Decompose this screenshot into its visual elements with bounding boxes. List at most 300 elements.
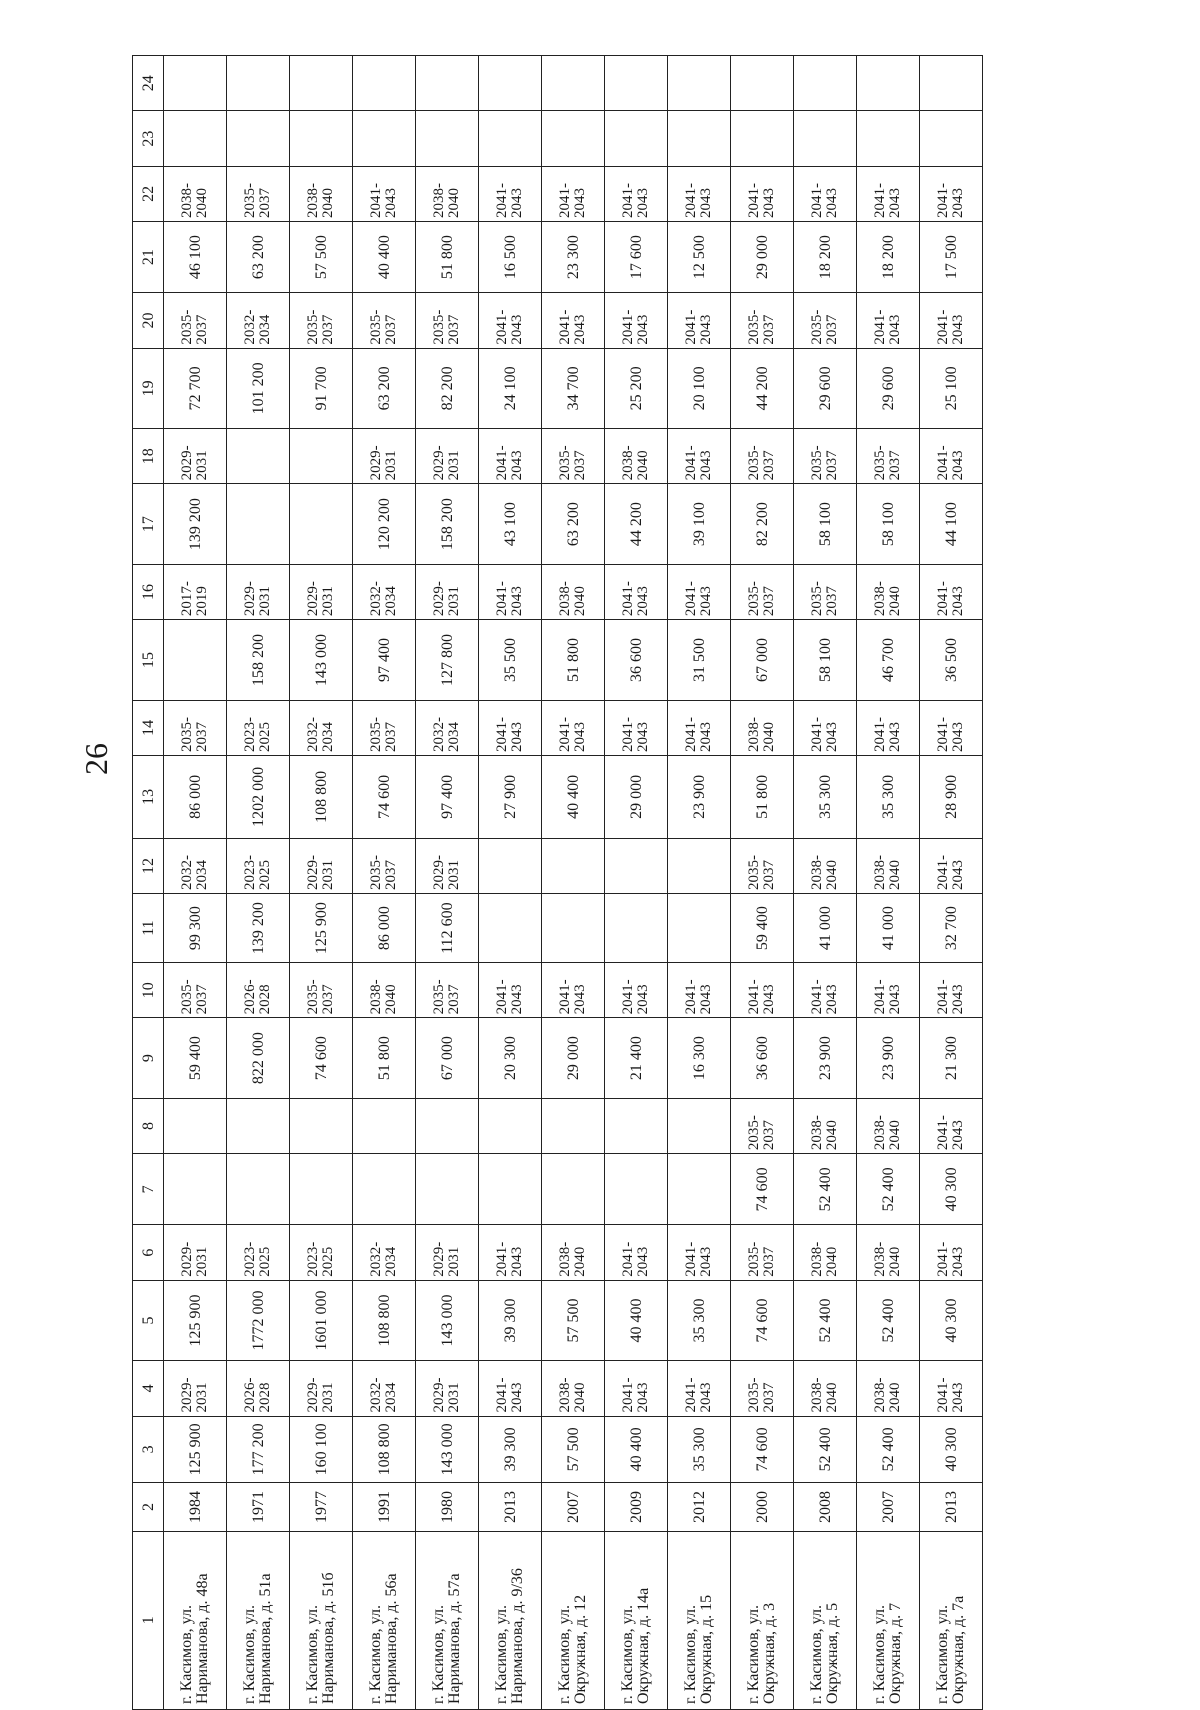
value-cell: 57 500 xyxy=(542,1416,605,1483)
value-cell xyxy=(290,429,353,484)
value-cell: 158 200 xyxy=(416,484,479,565)
period-cell: 2023-2025 xyxy=(227,700,290,755)
period-cell: 2029-2031 xyxy=(353,429,416,484)
period-cell: 2038-2040 xyxy=(857,564,920,619)
value-cell xyxy=(164,620,227,701)
value-cell: 31 500 xyxy=(668,620,731,701)
value-cell xyxy=(164,1154,227,1225)
column-number-13: 13 xyxy=(133,755,164,838)
table-row xyxy=(542,56,605,1710)
table-row xyxy=(731,56,794,1710)
value-cell xyxy=(227,429,290,484)
value-cell: 74 600 xyxy=(731,1280,794,1361)
value-cell xyxy=(920,56,983,112)
period-cell: 2038-2040 xyxy=(794,838,857,893)
column-number-14: 14 xyxy=(133,700,164,755)
value-cell: 108 800 xyxy=(290,755,353,838)
period-cell: 2041-2043 xyxy=(920,1361,983,1416)
period-cell: 2041-2043 xyxy=(668,1361,731,1416)
period-cell: 2041-2043 xyxy=(605,963,668,1018)
period-cell: 2041-2043 xyxy=(857,166,920,221)
period-cell: 2032-2034 xyxy=(290,700,353,755)
value-cell xyxy=(416,1154,479,1225)
period-cell: 2038-2040 xyxy=(794,1225,857,1280)
column-number-23: 23 xyxy=(133,111,164,166)
address-cell: г. Касимов, ул. Окружная, д. 3 xyxy=(731,1531,794,1709)
period-cell: 2041-2043 xyxy=(542,293,605,348)
value-cell: 82 200 xyxy=(731,484,794,565)
column-number-16: 16 xyxy=(133,564,164,619)
value-cell: 125 900 xyxy=(164,1280,227,1361)
period-cell: 2038-2040 xyxy=(857,838,920,893)
value-cell: 51 800 xyxy=(542,620,605,701)
period-cell: 2041-2043 xyxy=(920,963,983,1018)
column-number-22: 22 xyxy=(133,166,164,221)
column-number-18: 18 xyxy=(133,429,164,484)
value-cell: 108 800 xyxy=(353,1416,416,1483)
value-cell: 36 600 xyxy=(605,620,668,701)
value-cell: 32 700 xyxy=(920,894,983,963)
value-cell: 112 600 xyxy=(416,894,479,963)
value-cell xyxy=(353,111,416,166)
value-cell xyxy=(605,1154,668,1225)
value-cell: 57 500 xyxy=(542,1280,605,1361)
period-cell: 2038-2040 xyxy=(416,166,479,221)
period-cell: 2029-2031 xyxy=(416,838,479,893)
column-number-4: 4 xyxy=(133,1361,164,1416)
period-cell: 2041-2043 xyxy=(605,1361,668,1416)
value-cell: 29 600 xyxy=(857,348,920,429)
value-cell: 35 500 xyxy=(479,620,542,701)
value-cell: 74 600 xyxy=(353,755,416,838)
value-cell: 41 000 xyxy=(857,894,920,963)
value-cell xyxy=(731,56,794,112)
value-cell xyxy=(353,1154,416,1225)
period-cell: 2035-2037 xyxy=(731,838,794,893)
period-cell: 2029-2031 xyxy=(164,1225,227,1280)
value-cell: 160 100 xyxy=(290,1416,353,1483)
period-cell: 2023-2025 xyxy=(227,1225,290,1280)
value-cell xyxy=(416,1098,479,1153)
period-cell: 2026-2028 xyxy=(227,1361,290,1416)
period-cell: 2041-2043 xyxy=(794,963,857,1018)
value-cell: 74 600 xyxy=(731,1416,794,1483)
period-cell: 2041-2043 xyxy=(605,293,668,348)
period-cell: 2041-2043 xyxy=(605,166,668,221)
table-row xyxy=(227,56,290,1710)
period-cell: 2041-2043 xyxy=(542,963,605,1018)
period-cell: 2038-2040 xyxy=(731,700,794,755)
value-cell: 34 700 xyxy=(542,348,605,429)
value-cell: 36 500 xyxy=(920,620,983,701)
table-row xyxy=(857,56,920,1710)
value-cell: 51 800 xyxy=(416,221,479,292)
value-cell xyxy=(227,1098,290,1153)
value-cell: 35 300 xyxy=(794,755,857,838)
column-number-5: 5 xyxy=(133,1280,164,1361)
period-cell: 2041-2043 xyxy=(668,963,731,1018)
value-cell: 35 300 xyxy=(857,755,920,838)
value-cell: 40 300 xyxy=(920,1154,983,1225)
value-cell: 82 200 xyxy=(416,348,479,429)
value-cell xyxy=(668,1154,731,1225)
value-cell xyxy=(605,894,668,963)
value-cell: 39 100 xyxy=(668,484,731,565)
period-cell: 2038-2040 xyxy=(605,429,668,484)
value-cell: 20 300 xyxy=(479,1018,542,1099)
period-cell: 2041-2043 xyxy=(668,293,731,348)
value-cell: 43 100 xyxy=(479,484,542,565)
period-cell: 2038-2040 xyxy=(857,1225,920,1280)
period-cell: 2041-2043 xyxy=(479,700,542,755)
value-cell: 41 000 xyxy=(794,894,857,963)
column-number-11: 11 xyxy=(133,894,164,963)
value-cell: 24 100 xyxy=(479,348,542,429)
period-cell: 2041-2043 xyxy=(542,166,605,221)
value-cell: 23 900 xyxy=(668,755,731,838)
value-cell: 25 200 xyxy=(605,348,668,429)
value-cell: 52 400 xyxy=(794,1416,857,1483)
value-cell xyxy=(668,111,731,166)
column-number-9: 9 xyxy=(133,1018,164,1099)
period-cell: 2038-2040 xyxy=(857,1098,920,1153)
address-cell: г. Касимов, ул. Нариманова, д. 56а xyxy=(353,1531,416,1709)
value-cell xyxy=(164,56,227,112)
value-cell: 97 400 xyxy=(416,755,479,838)
value-cell: 39 300 xyxy=(479,1416,542,1483)
value-cell: 125 900 xyxy=(290,894,353,963)
value-cell: 59 400 xyxy=(731,894,794,963)
year-built-cell: 2007 xyxy=(542,1483,605,1531)
value-cell: 139 200 xyxy=(164,484,227,565)
period-cell: 2041-2043 xyxy=(479,564,542,619)
column-number-1: 1 xyxy=(133,1531,164,1709)
value-cell: 51 800 xyxy=(353,1018,416,1099)
value-cell: 58 100 xyxy=(794,484,857,565)
year-built-cell: 2007 xyxy=(857,1483,920,1531)
value-cell: 40 300 xyxy=(920,1416,983,1483)
value-cell xyxy=(416,56,479,112)
value-cell: 29 000 xyxy=(542,1018,605,1099)
value-cell xyxy=(227,111,290,166)
year-built-cell: 2000 xyxy=(731,1483,794,1531)
value-cell: 39 300 xyxy=(479,1280,542,1361)
period-cell: 2035-2037 xyxy=(731,564,794,619)
period-cell: 2032-2034 xyxy=(353,1361,416,1416)
period-cell: 2041-2043 xyxy=(479,293,542,348)
period-cell: 2029-2031 xyxy=(416,429,479,484)
value-cell: 25 100 xyxy=(920,348,983,429)
period-cell: 2023-2025 xyxy=(227,838,290,893)
value-cell: 108 800 xyxy=(353,1280,416,1361)
column-number-2: 2 xyxy=(133,1483,164,1531)
year-built-cell: 1991 xyxy=(353,1483,416,1531)
year-built-cell: 1984 xyxy=(164,1483,227,1531)
value-cell: 97 400 xyxy=(353,620,416,701)
period-cell: 2035-2037 xyxy=(731,429,794,484)
value-cell xyxy=(668,1098,731,1153)
value-cell xyxy=(605,1098,668,1153)
address-cell: г. Касимов, ул. Окружная, д. 5 xyxy=(794,1531,857,1709)
value-cell: 1601 000 xyxy=(290,1280,353,1361)
value-cell xyxy=(290,56,353,112)
period-cell: 2038-2040 xyxy=(542,1225,605,1280)
period-cell: 2038-2040 xyxy=(542,564,605,619)
period-cell: 2041-2043 xyxy=(668,564,731,619)
table-row xyxy=(605,56,668,1710)
column-number-17: 17 xyxy=(133,484,164,565)
value-cell: 44 100 xyxy=(920,484,983,565)
address-cell: г. Касимов, ул. Окружная, д. 7 xyxy=(857,1531,920,1709)
value-cell: 46 700 xyxy=(857,620,920,701)
period-cell: 2035-2037 xyxy=(794,429,857,484)
period-cell: 2035-2037 xyxy=(164,963,227,1018)
period-cell: 2029-2031 xyxy=(416,1225,479,1280)
value-cell: 17 500 xyxy=(920,221,983,292)
period-cell: 2029-2031 xyxy=(416,1361,479,1416)
value-cell: 74 600 xyxy=(731,1154,794,1225)
period-cell: 2035-2037 xyxy=(290,963,353,1018)
period-cell: 2041-2043 xyxy=(794,700,857,755)
value-cell: 28 900 xyxy=(920,755,983,838)
period-cell: 2041-2043 xyxy=(479,166,542,221)
value-cell: 58 100 xyxy=(857,484,920,565)
value-cell: 36 600 xyxy=(731,1018,794,1099)
period-cell: 2041-2043 xyxy=(479,963,542,1018)
value-cell xyxy=(668,838,731,893)
value-cell xyxy=(605,838,668,893)
value-cell xyxy=(731,111,794,166)
period-cell: 2035-2037 xyxy=(857,429,920,484)
value-cell: 29 600 xyxy=(794,348,857,429)
period-cell: 2029-2031 xyxy=(164,1361,227,1416)
value-cell: 1202 000 xyxy=(227,755,290,838)
value-cell: 58 100 xyxy=(794,620,857,701)
period-cell: 2041-2043 xyxy=(353,166,416,221)
year-built-cell: 2013 xyxy=(479,1483,542,1531)
value-cell: 86 000 xyxy=(353,894,416,963)
period-cell: 2035-2037 xyxy=(353,838,416,893)
value-cell: 52 400 xyxy=(857,1280,920,1361)
value-cell: 63 200 xyxy=(542,484,605,565)
column-number-24: 24 xyxy=(133,56,164,112)
address-cell: г. Касимов, ул. Окружная, д. 12 xyxy=(542,1531,605,1709)
period-cell: 2026-2028 xyxy=(227,963,290,1018)
value-cell: 23 300 xyxy=(542,221,605,292)
value-cell: 18 200 xyxy=(794,221,857,292)
value-cell xyxy=(542,1154,605,1225)
column-number-20: 20 xyxy=(133,293,164,348)
address-cell: г. Касимов, ул. Нариманова, д. 48а xyxy=(164,1531,227,1709)
address-cell: г. Касимов, ул. Окружная, д. 15 xyxy=(668,1531,731,1709)
value-cell: 63 200 xyxy=(227,221,290,292)
period-cell: 2035-2037 xyxy=(731,1361,794,1416)
value-cell: 143 000 xyxy=(416,1280,479,1361)
value-cell: 52 400 xyxy=(794,1154,857,1225)
table-row xyxy=(668,56,731,1710)
period-cell: 2017-2019 xyxy=(164,564,227,619)
period-cell: 2038-2040 xyxy=(353,963,416,1018)
period-cell: 2041-2043 xyxy=(920,564,983,619)
period-cell: 2029-2031 xyxy=(290,838,353,893)
period-cell: 2038-2040 xyxy=(290,166,353,221)
value-cell xyxy=(479,111,542,166)
value-cell: 27 900 xyxy=(479,755,542,838)
value-cell xyxy=(227,484,290,565)
period-cell: 2029-2031 xyxy=(290,1361,353,1416)
value-cell xyxy=(353,1098,416,1153)
value-cell: 16 500 xyxy=(479,221,542,292)
value-cell: 125 900 xyxy=(164,1416,227,1483)
value-cell: 52 400 xyxy=(857,1154,920,1225)
page-number: 26 xyxy=(78,743,114,775)
period-cell: 2041-2043 xyxy=(794,166,857,221)
capital-repair-table xyxy=(132,55,983,1710)
value-cell: 99 300 xyxy=(164,894,227,963)
value-cell xyxy=(542,56,605,112)
value-cell xyxy=(542,111,605,166)
value-cell xyxy=(227,56,290,112)
year-built-cell: 1977 xyxy=(290,1483,353,1531)
value-cell: 86 000 xyxy=(164,755,227,838)
period-cell: 2035-2037 xyxy=(731,293,794,348)
value-cell: 44 200 xyxy=(605,484,668,565)
value-cell xyxy=(479,1154,542,1225)
value-cell xyxy=(857,111,920,166)
period-cell: 2041-2043 xyxy=(857,700,920,755)
period-cell: 2041-2043 xyxy=(605,1225,668,1280)
period-cell: 2041-2043 xyxy=(857,293,920,348)
value-cell: 822 000 xyxy=(227,1018,290,1099)
value-cell xyxy=(920,111,983,166)
value-cell xyxy=(164,111,227,166)
period-cell: 2038-2040 xyxy=(794,1098,857,1153)
value-cell: 177 200 xyxy=(227,1416,290,1483)
value-cell xyxy=(857,56,920,112)
table-row xyxy=(290,56,353,1710)
value-cell: 120 200 xyxy=(353,484,416,565)
value-cell: 40 400 xyxy=(605,1416,668,1483)
value-cell xyxy=(542,1098,605,1153)
value-cell xyxy=(668,56,731,112)
value-cell: 101 200 xyxy=(227,348,290,429)
column-number-7: 7 xyxy=(133,1154,164,1225)
value-cell: 23 900 xyxy=(794,1018,857,1099)
value-cell: 51 800 xyxy=(731,755,794,838)
value-cell: 91 700 xyxy=(290,348,353,429)
value-cell: 40 400 xyxy=(605,1280,668,1361)
period-cell: 2032-2034 xyxy=(353,1225,416,1280)
period-cell: 2041-2043 xyxy=(857,963,920,1018)
value-cell: 23 900 xyxy=(857,1018,920,1099)
period-cell: 2041-2043 xyxy=(668,166,731,221)
value-cell: 67 000 xyxy=(416,1018,479,1099)
value-cell: 20 100 xyxy=(668,348,731,429)
value-cell xyxy=(605,56,668,112)
table-row xyxy=(416,56,479,1710)
value-cell: 59 400 xyxy=(164,1018,227,1099)
value-cell: 16 300 xyxy=(668,1018,731,1099)
period-cell: 2035-2037 xyxy=(164,293,227,348)
period-cell: 2035-2037 xyxy=(731,1098,794,1153)
value-cell xyxy=(290,1098,353,1153)
period-cell: 2035-2037 xyxy=(164,700,227,755)
period-cell: 2041-2043 xyxy=(479,429,542,484)
period-cell: 2035-2037 xyxy=(290,293,353,348)
period-cell: 2029-2031 xyxy=(290,564,353,619)
table-row xyxy=(479,56,542,1710)
period-cell: 2032-2034 xyxy=(164,838,227,893)
period-cell: 2035-2037 xyxy=(227,166,290,221)
value-cell: 46 100 xyxy=(164,221,227,292)
value-cell: 44 200 xyxy=(731,348,794,429)
column-number-15: 15 xyxy=(133,620,164,701)
value-cell: 143 000 xyxy=(416,1416,479,1483)
value-cell: 57 500 xyxy=(290,221,353,292)
year-built-cell: 2009 xyxy=(605,1483,668,1531)
table-row xyxy=(794,56,857,1710)
year-built-cell: 2012 xyxy=(668,1483,731,1531)
value-cell: 143 000 xyxy=(290,620,353,701)
value-cell: 21 400 xyxy=(605,1018,668,1099)
period-cell: 2041-2043 xyxy=(605,564,668,619)
period-cell: 2035-2037 xyxy=(416,963,479,1018)
period-cell: 2035-2037 xyxy=(542,429,605,484)
period-cell: 2038-2040 xyxy=(542,1361,605,1416)
period-cell: 2038-2040 xyxy=(794,1361,857,1416)
value-cell xyxy=(479,56,542,112)
value-cell: 35 300 xyxy=(668,1280,731,1361)
address-cell: г. Касимов, ул. Нариманова, д. 51б xyxy=(290,1531,353,1709)
column-number-3: 3 xyxy=(133,1416,164,1483)
period-cell: 2041-2043 xyxy=(920,1098,983,1153)
period-cell: 2041-2043 xyxy=(731,166,794,221)
period-cell: 2035-2037 xyxy=(794,293,857,348)
value-cell xyxy=(794,111,857,166)
column-number-6: 6 xyxy=(133,1225,164,1280)
period-cell: 2035-2037 xyxy=(353,293,416,348)
value-cell xyxy=(416,111,479,166)
value-cell xyxy=(794,56,857,112)
column-number-21: 21 xyxy=(133,221,164,292)
value-cell: 17 600 xyxy=(605,221,668,292)
period-cell: 2041-2043 xyxy=(668,1225,731,1280)
value-cell: 29 000 xyxy=(605,755,668,838)
period-cell: 2032-2034 xyxy=(353,564,416,619)
period-cell: 2029-2031 xyxy=(164,429,227,484)
value-cell: 40 300 xyxy=(920,1280,983,1361)
period-cell: 2041-2043 xyxy=(479,1361,542,1416)
value-cell xyxy=(290,1154,353,1225)
value-cell xyxy=(164,1098,227,1153)
period-cell: 2041-2043 xyxy=(920,293,983,348)
period-cell: 2035-2037 xyxy=(731,1225,794,1280)
period-cell: 2035-2037 xyxy=(416,293,479,348)
period-cell: 2029-2031 xyxy=(416,564,479,619)
period-cell: 2038-2040 xyxy=(857,1361,920,1416)
period-cell: 2041-2043 xyxy=(605,700,668,755)
value-cell: 52 400 xyxy=(857,1416,920,1483)
table-row xyxy=(920,56,983,1710)
value-cell xyxy=(542,838,605,893)
value-cell xyxy=(479,894,542,963)
year-built-cell: 2013 xyxy=(920,1483,983,1531)
value-cell: 1772 000 xyxy=(227,1280,290,1361)
value-cell: 35 300 xyxy=(668,1416,731,1483)
value-cell xyxy=(605,111,668,166)
table-row xyxy=(164,56,227,1710)
table-row xyxy=(353,56,416,1710)
